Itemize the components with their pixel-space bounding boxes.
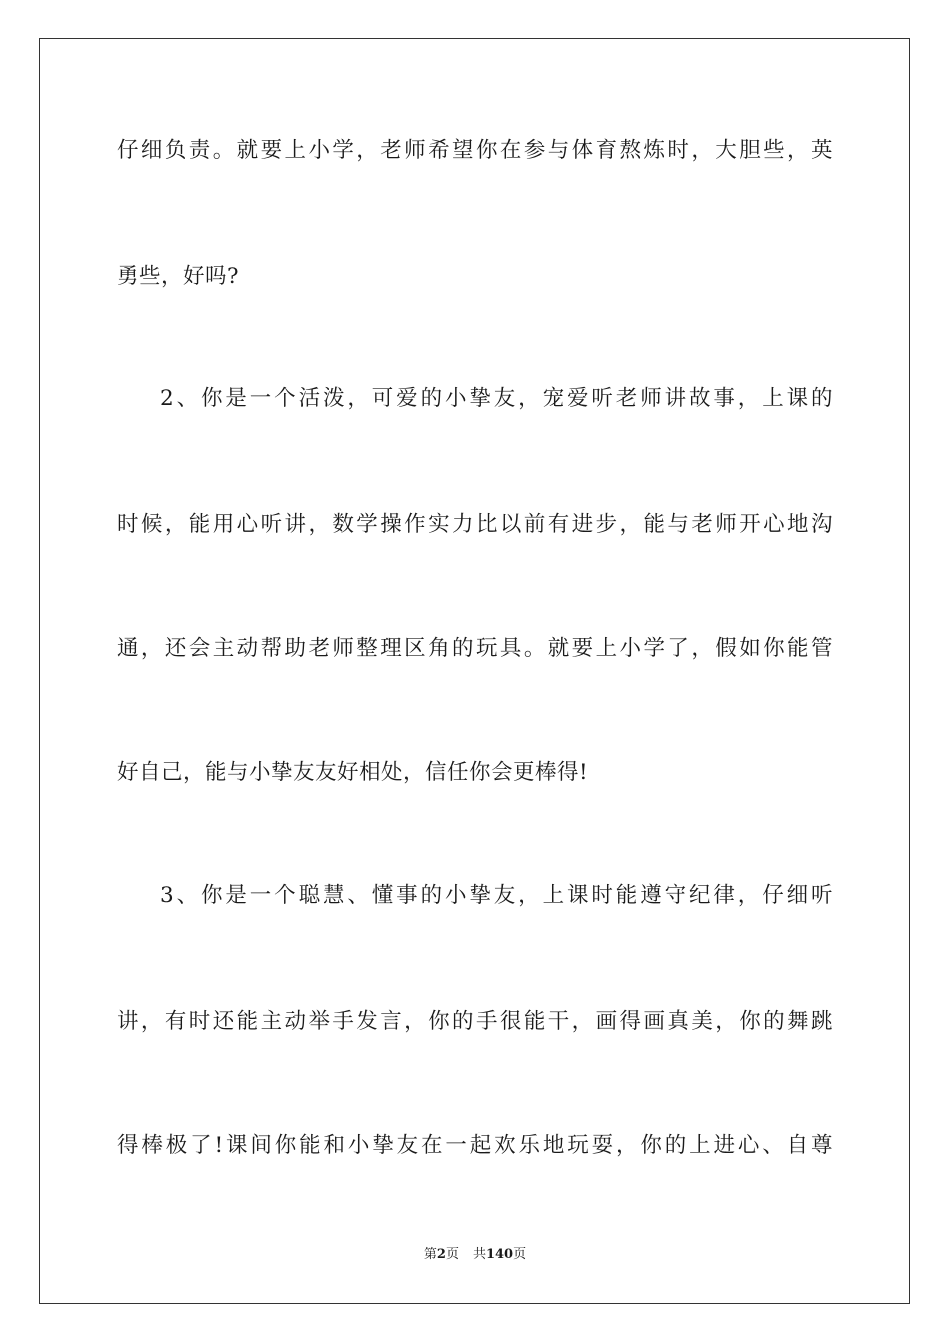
text-line-9: 得棒极了!课间你能和小挚友在一起欢乐地玩耍，你的上进心、自尊: [117, 1133, 833, 1158]
total-indicator: [473, 1247, 526, 1262]
text-line-5: 通，还会主动帮助老师整理区角的玩具。就要上小学了，假如你能管: [117, 636, 833, 661]
text-line-2: 勇些，好吗?: [117, 264, 240, 289]
text-line-8: 讲，有时还能主动举手发言，你的手很能干，画得画真美，你的舞跳: [117, 1009, 833, 1034]
page-indicator: [424, 1247, 459, 1262]
page-prefix: 第: [423, 1247, 437, 1262]
total-pages: 140: [485, 1247, 514, 1262]
page-footer: [0, 1246, 950, 1264]
total-prefix: 共: [472, 1247, 486, 1262]
text-line-3: 2、你是一个活泼，可爱的小挚友，宠爱听老师讲故事，上课的: [160, 386, 833, 411]
page-border: [39, 38, 910, 1304]
text-line-1: 仔细负责。就要上小学，老师希望你在参与体育熬炼时，大胆些，英: [117, 138, 833, 163]
text-line-4: 时候，能用心听讲，数学操作实力比以前有进步，能与老师开心地沟: [117, 512, 833, 537]
page-suffix: 页: [445, 1247, 459, 1262]
total-suffix: 页: [513, 1247, 527, 1262]
text-line-6: 好自己，能与小挚友友好相处，信任你会更棒得!: [117, 760, 589, 785]
text-line-7: 3、你是一个聪慧、懂事的小挚友，上课时能遵守纪律，仔细听: [160, 883, 833, 908]
page-number: 2: [436, 1247, 446, 1262]
